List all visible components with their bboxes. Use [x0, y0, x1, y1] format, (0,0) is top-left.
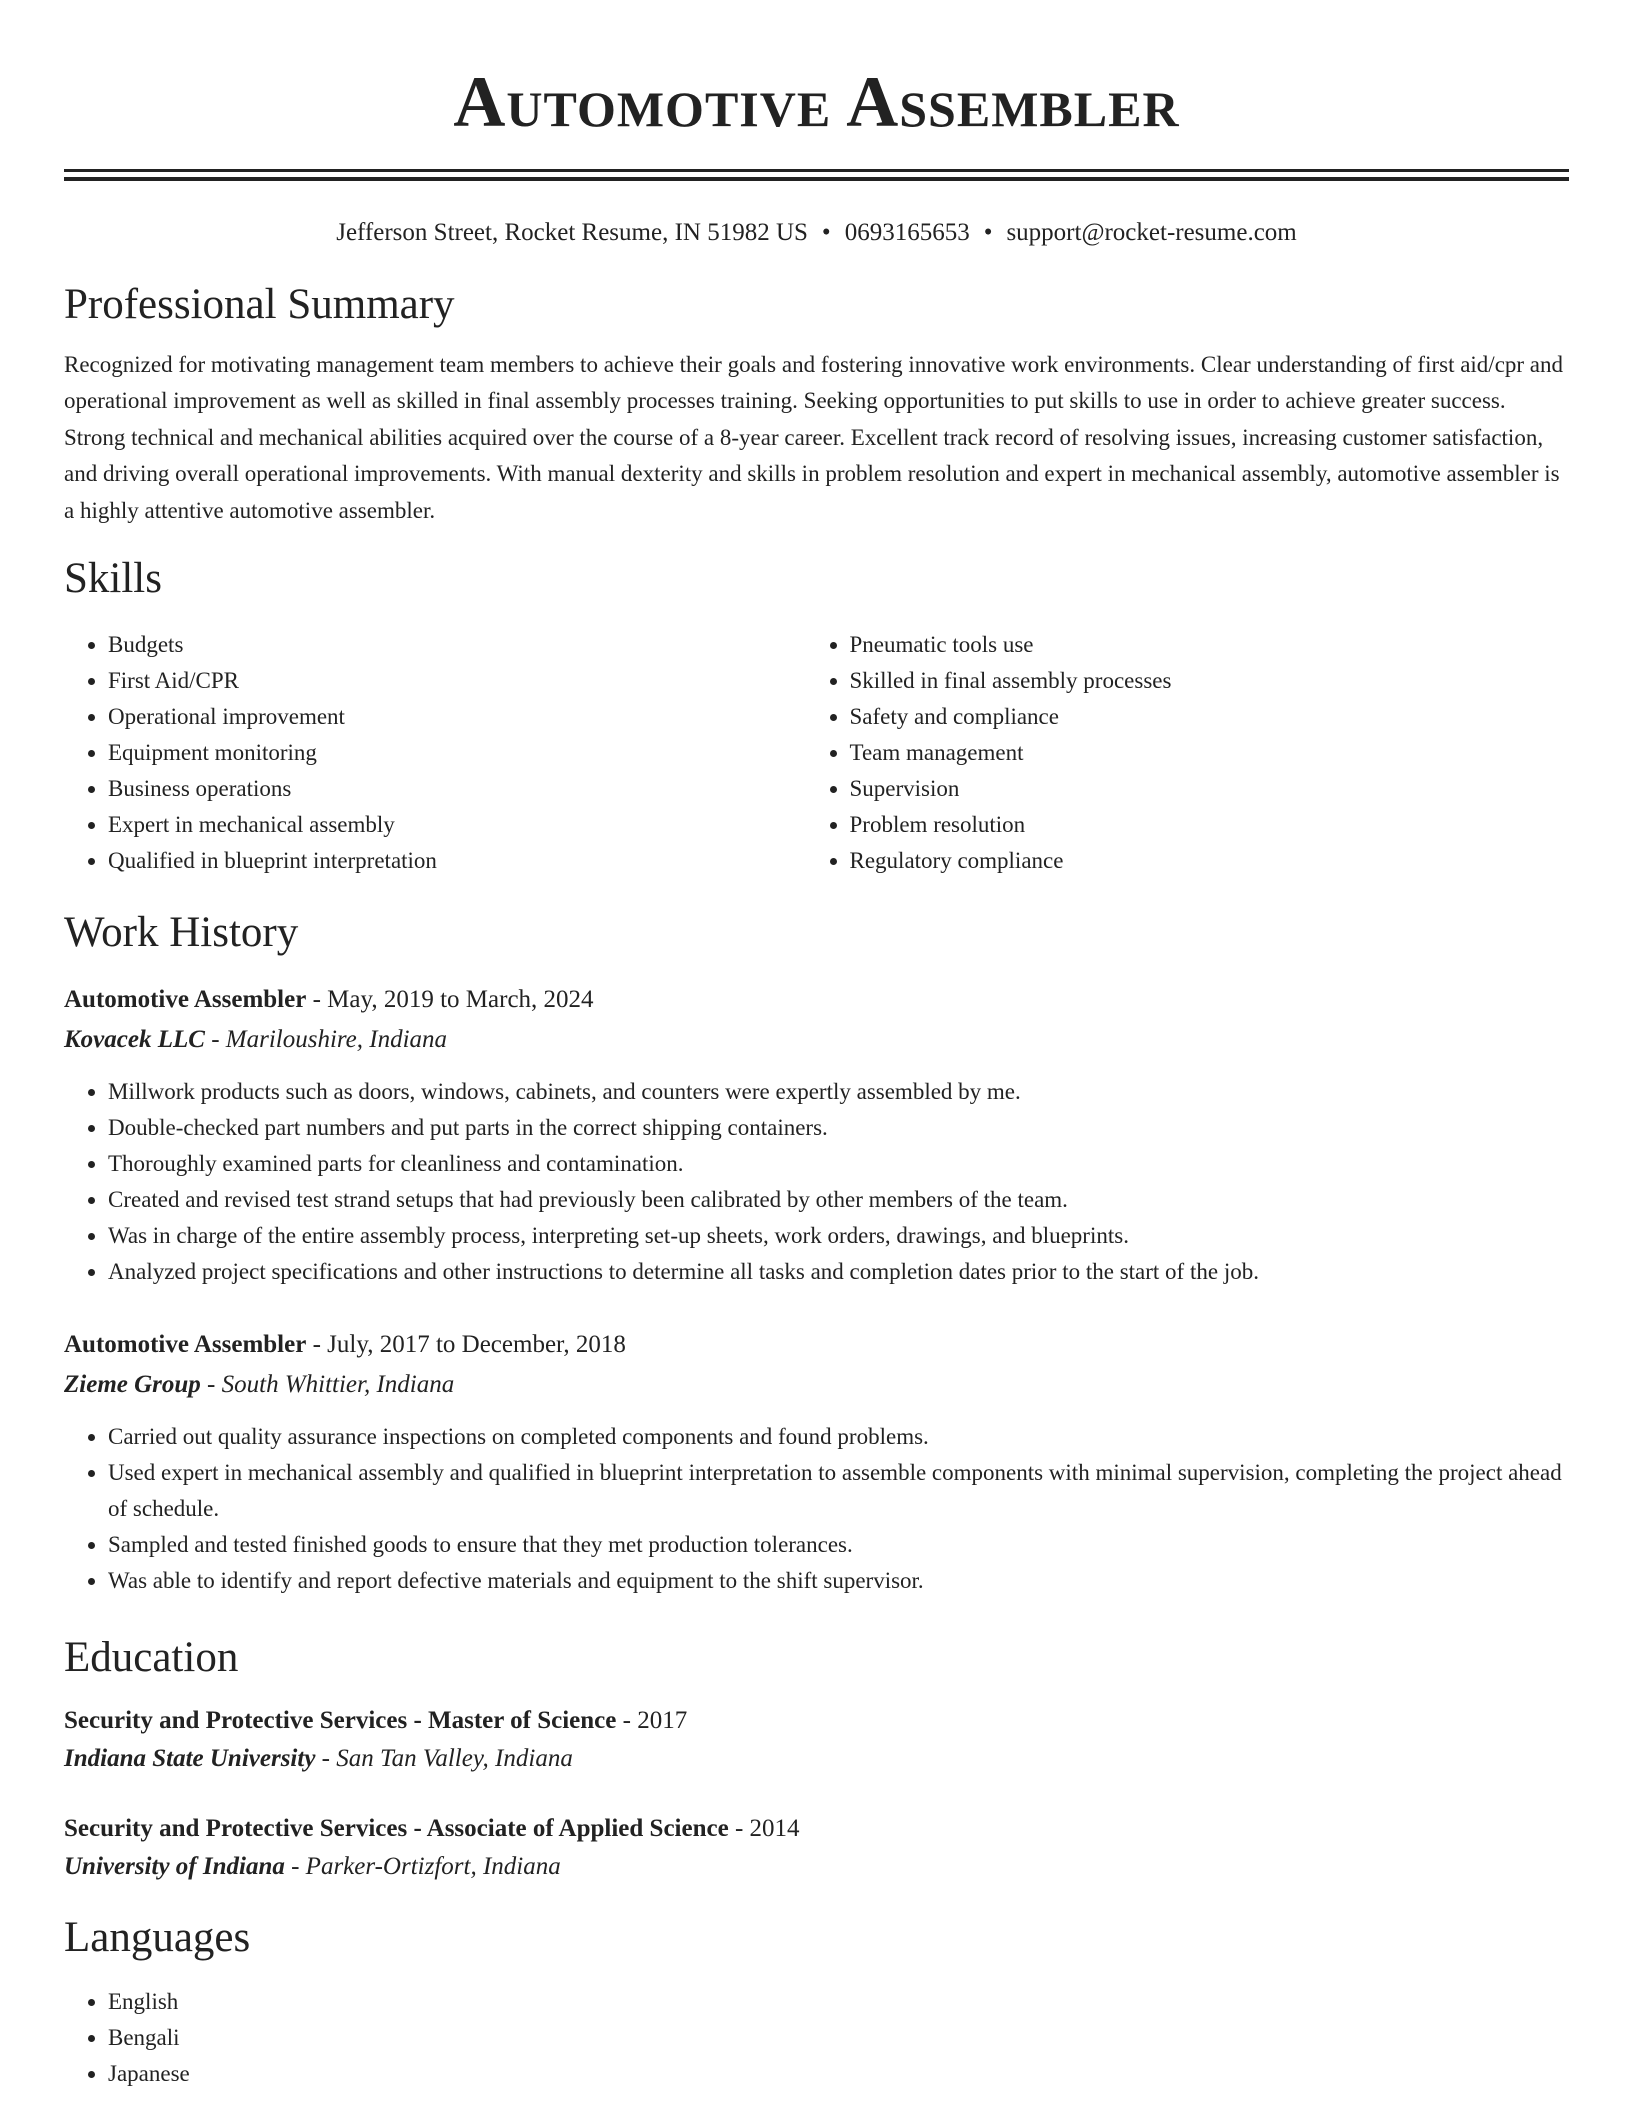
skill-item: • Business operations [108, 771, 806, 807]
education-degree: Security and Protective Services - Master of Science [64, 1707, 617, 1735]
skills-column-right [806, 627, 1570, 879]
skill-item: • First Aid/CPR [108, 663, 806, 699]
education-year: - 2017 [616, 1707, 688, 1735]
job-bullet: • Used expert in mechanical assembly and qualified in blueprint interpretation to assemble components with minimal supervision, completing the project ahead of schedule. [108, 1455, 1569, 1527]
summary-text: Recognized for motivating management team members to achieve their goals and fostering innovative work environments. Clear understanding of first aid/cpr and operational improvement as well as skilled in final assembly processes training. Seeking opportunities to put skills to use in order to achieve greater success. Strong technical and mechanical abilities acquired over the course of a 8-year career. Excellent track record of resolving issues, increasing customer satisfaction, and driving overall operational improvements. With manual dexterity and skills in problem resolution and expert in mechanical assembly, automotive assembler is a highly attentive automotive assembler. [64, 352, 1564, 523]
job-dates: - May, 2019 to March, 2024 [306, 986, 594, 1014]
job-bullet: • Thoroughly examined parts for cleanliness and contamination. [108, 1146, 1569, 1182]
education-degree: Security and Protective Services - Associate of Applied Science [64, 1815, 729, 1843]
skill-item: • Qualified in blueprint interpretation [108, 843, 806, 879]
languages-heading: Languages [64, 1914, 251, 1962]
job-bullets [64, 1419, 1569, 1599]
resume-name: Automotive Assembler [453, 62, 1180, 142]
job-company: Zieme Group [64, 1371, 201, 1399]
job-location: - South Whittier, Indiana [200, 1371, 455, 1399]
job-title: Automotive Assembler [64, 986, 307, 1014]
summary-heading: Professional Summary [64, 281, 455, 328]
education-school: Indiana State University [64, 1745, 316, 1773]
contact-address: Jefferson Street, Rocket Resume, IN 51982 US [336, 219, 808, 246]
skill-item: • Budgets [108, 627, 806, 663]
job-company-line [64, 1370, 1569, 1400]
education-school-line [64, 1744, 1569, 1774]
language-item: • English [108, 1984, 1569, 2020]
education-title-line [64, 1814, 1569, 1844]
education-title-line [64, 1706, 1569, 1736]
skills-column-left [64, 627, 806, 879]
language-item: • Bengali [108, 2020, 1569, 2056]
job-company: Kovacek LLC [64, 1026, 205, 1054]
skill-item: • Pneumatic tools use [850, 627, 1570, 663]
job-bullet: • Carried out quality assurance inspections on completed components and found problems. [108, 1419, 1569, 1455]
job-bullet: • Analyzed project specifications and other instructions to determine all tasks and completion dates prior to the start of the job. [108, 1254, 1569, 1290]
contact-separator: • [983, 219, 993, 246]
job-location: - Mariloushire, Indiana [204, 1026, 448, 1054]
job-title-line [64, 1330, 1569, 1360]
job-dates: - July, 2017 to December, 2018 [306, 1331, 626, 1359]
work-history-heading: Work History [64, 909, 299, 957]
education-school: University of Indiana [64, 1853, 285, 1881]
contact-email: support@rocket-resume.com [1006, 219, 1297, 246]
skill-item: • Supervision [850, 771, 1570, 807]
skill-item: • Problem resolution [850, 807, 1570, 843]
resume-page [64, 0, 1569, 2092]
languages-list [64, 1984, 1569, 2092]
job-bullet: • Was in charge of the entire assembly process, interpreting set-up sheets, work orders, drawings, and blueprints. [108, 1218, 1569, 1254]
skill-item: • Operational improvement [108, 699, 806, 735]
contact-line [64, 218, 1569, 248]
skill-item: • Regulatory compliance [850, 843, 1570, 879]
job-entry [64, 985, 1569, 1290]
job-entry [64, 1330, 1569, 1599]
skill-item: • Equipment monitoring [108, 735, 806, 771]
job-title-line [64, 985, 1569, 1015]
header-rule-thin [64, 177, 1569, 181]
education-entry [64, 1814, 1569, 1882]
skill-item: • Skilled in final assembly processes [850, 663, 1570, 699]
header-rule-thick [64, 169, 1569, 172]
job-bullet: • Double-checked part numbers and put parts in the correct shipping containers. [108, 1110, 1569, 1146]
job-bullets [64, 1074, 1569, 1290]
job-title: Automotive Assembler [64, 1331, 307, 1359]
education-entry [64, 1706, 1569, 1774]
skills-list [64, 627, 1569, 879]
job-bullet: • Was able to identify and report defective materials and equipment to the shift supervisor. [108, 1563, 1569, 1599]
skill-item: • Team management [850, 735, 1570, 771]
job-company-line [64, 1025, 1569, 1055]
education-location: - San Tan Valley, Indiana [315, 1745, 573, 1773]
education-year: - 2014 [728, 1815, 800, 1843]
contact-separator: • [821, 219, 831, 246]
education-heading: Education [64, 1634, 239, 1682]
contact-phone: 0693165653 [844, 219, 970, 246]
job-bullet: • Created and revised test strand setups that had previously been calibrated by other members of the team. [108, 1182, 1569, 1218]
job-bullet: • Millwork products such as doors, windows, cabinets, and counters were expertly assembled by me. [108, 1074, 1569, 1110]
skill-item: • Safety and compliance [850, 699, 1570, 735]
skill-item: • Expert in mechanical assembly [108, 807, 806, 843]
skills-heading: Skills [64, 555, 162, 603]
job-bullet: • Sampled and tested finished goods to ensure that they met production tolerances. [108, 1527, 1569, 1563]
language-item: • Japanese [108, 2056, 1569, 2092]
education-location: - Parker-Ortizfort, Indiana [284, 1853, 561, 1881]
education-school-line [64, 1852, 1569, 1882]
